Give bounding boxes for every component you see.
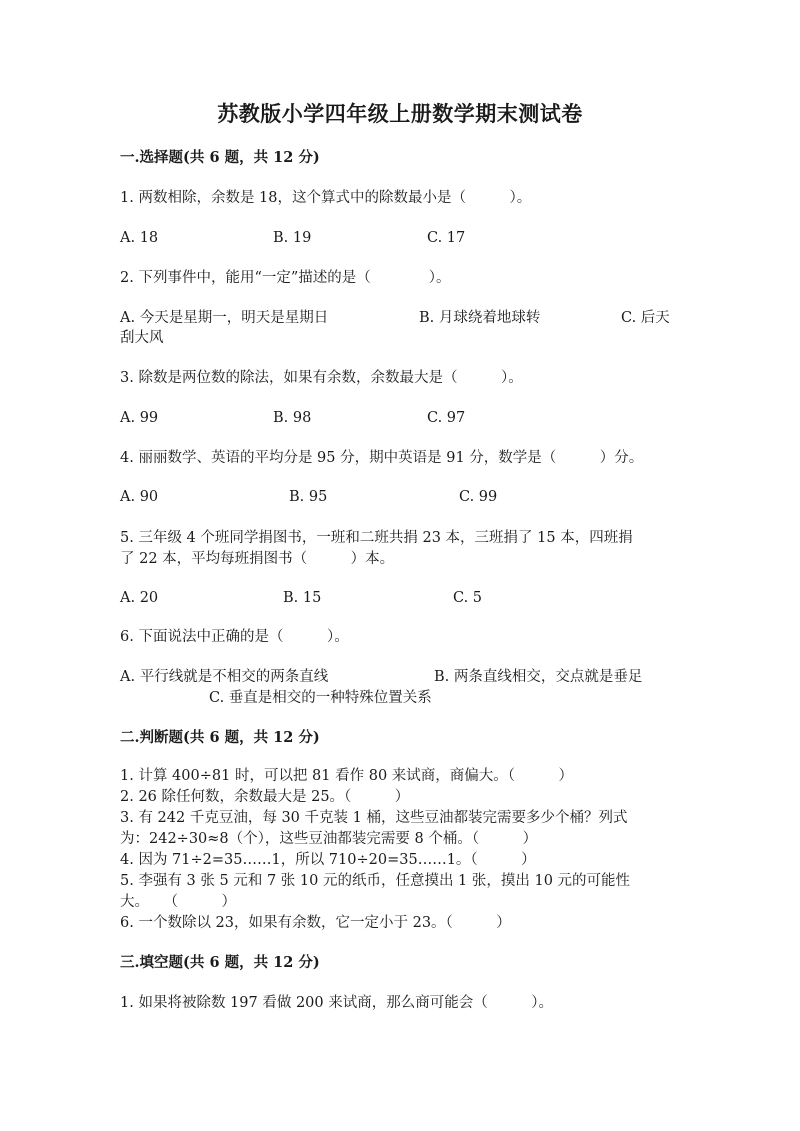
option-b: B. 95 — [289, 489, 328, 505]
option-a: A. 20 — [120, 590, 159, 606]
question-stem: 1. 两数相除，余数是 18，这个算式中的除数最小是（ ）。 — [120, 190, 532, 206]
judgment-line: 2. 26 除任何数，余数最大是 25。（ ） — [120, 789, 410, 805]
judgment-line: 大。 （ ） — [120, 894, 236, 910]
option-b: B. 15 — [283, 590, 322, 606]
option-b: B. 两条直线相交，交点就是垂足 — [434, 669, 643, 685]
option-c: C. 5 — [453, 590, 483, 606]
option-a: A. 99 — [120, 410, 159, 426]
section-heading-choice: 一.选择题(共 6 题，共 12 分) — [120, 149, 320, 166]
option-c: C. 97 — [427, 410, 466, 426]
judgment-line: 1. 计算 400÷81 时，可以把 81 看作 80 来试商，商偏大。（ ） — [120, 768, 574, 784]
judgment-line: 4. 因为 71÷2=35……1，所以 710÷20=35……1。（ ） — [120, 852, 536, 868]
question-stem-line1: 5. 三年级 4 个班同学捐图书，一班和二班共捐 23 本，三班捐了 15 本，四班捐 — [120, 530, 633, 546]
option-c: C. 后天 — [621, 310, 670, 326]
option-a: A. 90 — [120, 489, 159, 505]
option-a: A. 平行线就是不相交的两条直线 — [120, 669, 329, 685]
option-c: C. 垂直是相交的一种特殊位置关系 — [209, 690, 432, 706]
option-c: C. 99 — [459, 489, 498, 505]
question-stem-line2: 了 22 本，平均每班捐图书（ ）本。 — [120, 551, 395, 567]
option-a: A. 今天是星期一，明天是星期日 — [120, 310, 329, 326]
judgment-line: 5. 李强有 3 张 5 元和 7 张 10 元的纸币，任意摸出 1 张，摸出 10 元的可能性 — [120, 873, 631, 889]
exam-title: 苏教版小学四年级上册数学期末测试卷 — [217, 101, 583, 126]
section-heading-fill-blank: 三.填空题(共 6 题，共 12 分) — [120, 954, 320, 971]
question-stem: 2. 下列事件中，能用“一定”描述的是（ ）。 — [120, 270, 451, 286]
question-stem: 4. 丽丽数学、英语的平均分是 95 分，期中英语是 91 分，数学是（ ）分。 — [120, 450, 644, 466]
option-b: B. 98 — [273, 410, 312, 426]
question-stem: 6. 下面说法中正确的是（ ）。 — [120, 629, 349, 645]
option-continuation: 刮大风 — [120, 330, 164, 346]
option-c: C. 17 — [427, 230, 466, 246]
judgment-line: 3. 有 242 千克豆油，每 30 千克装 1 桶，这些豆油都装完需要多少个桶？列式 — [120, 810, 628, 826]
option-b: B. 月球绕着地球转 — [419, 310, 541, 326]
section-heading-judgment: 二.判断题(共 6 题，共 12 分) — [120, 729, 320, 746]
judgment-line: 为：242÷30≈8（个），这些豆油都装完需要 8 个桶。（ ） — [120, 831, 538, 847]
option-b: B. 19 — [273, 230, 312, 246]
question-stem: 1. 如果将被除数 197 看做 200 来试商，那么商可能会（ ）。 — [120, 995, 553, 1011]
question-stem: 3. 除数是两位数的除法，如果有余数，余数最大是（ ）。 — [120, 370, 523, 386]
option-a: A. 18 — [120, 230, 159, 246]
judgment-line: 6. 一个数除以 23，如果有余数，它一定小于 23。（ ） — [120, 915, 511, 931]
